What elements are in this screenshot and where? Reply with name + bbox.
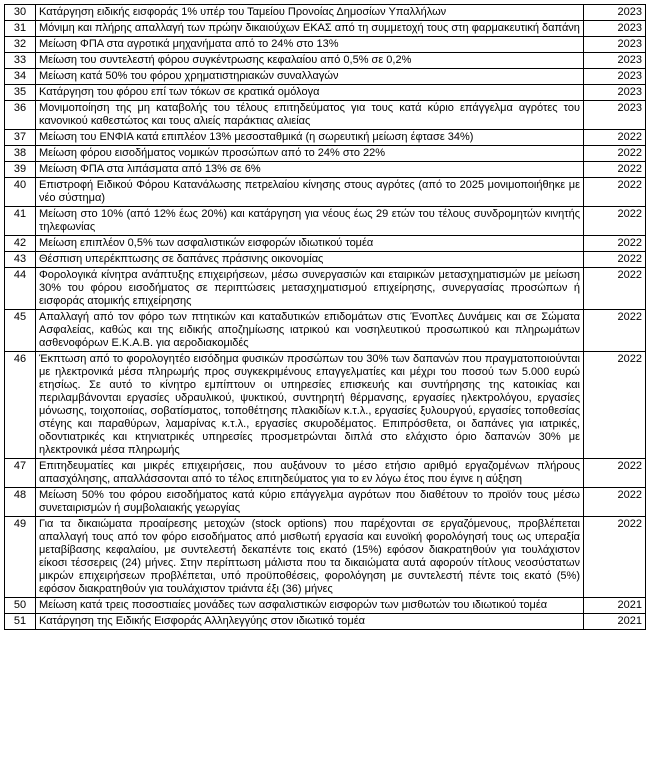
table-row — [5, 517, 646, 598]
row-number: 39 — [5, 162, 36, 178]
table-row — [5, 101, 646, 130]
measure-year: 2023 — [584, 5, 646, 21]
measure-year: 2023 — [584, 21, 646, 37]
measure-description: Θέσπιση υπερέκπτωσης σε δαπάνες πράσινης οικονομίας — [36, 252, 584, 268]
table-row — [5, 598, 646, 614]
table-row — [5, 614, 646, 630]
row-number: 32 — [5, 37, 36, 53]
table-row — [5, 130, 646, 146]
row-number: 44 — [5, 268, 36, 310]
row-number: 34 — [5, 69, 36, 85]
row-number: 33 — [5, 53, 36, 69]
table-row — [5, 488, 646, 517]
measure-description: Μείωση του ΕΝΦΙΑ κατά επιπλέον 13% μεσοσταθμικά (η σωρευτική μείωση έφτασε 34%) — [36, 130, 584, 146]
measure-year: 2022 — [584, 488, 646, 517]
table-row — [5, 352, 646, 459]
measure-year: 2021 — [584, 598, 646, 614]
measure-year: 2023 — [584, 101, 646, 130]
measure-year: 2023 — [584, 85, 646, 101]
measure-description: Έκπτωση από το φορολογητέο εισόδημα φυσικών προσώπων του 30% των δαπανών που πραγματοποιούνται με ηλεκτρονικά μέσα πληρωμής προς συγκεκριμένους επαγγελματίες και μέχρι του ποσού των 5.000 ευρώ ετησίως. Σε αυτό το κίνητρο εμπίπτουν οι υπηρεσίες επισκευής και συντήρησης της κατοικίας και περιλαμβάνονται εργασίες υδραυλικού, ψυκτικού, συντηρητή θέρμανσης, εργασίες ηλεκτρολόγου, εργασίες μόνωσης, τοιχοποιίας, σοβατίσματος, τοποθέτησης πλακιδίων κ.τ.λ., εργασίες ξυλουργού, εργασίες τοποθεσίας στέγης και παραθύρων, λαμαρίνας κ.τ.λ., εργασίες σκυροδέματος. Επιπρόσθετα, οι δαπάνες για ιατρικές, οδοντιατρικές και κτηνιατρικές υπηρεσίες προσμετρώνται διπλά στο ελάχιστο όριο δαπανών 30% με ηλεκτρονικά μέσα πληρωμής — [36, 352, 584, 459]
row-number: 46 — [5, 352, 36, 459]
row-number: 42 — [5, 236, 36, 252]
measure-year: 2022 — [584, 252, 646, 268]
measure-description: Φορολογικά κίνητρα ανάπτυξης επιχειρήσεων, μέσω συνεργασιών και εταιρικών μετασχηματισμών με μείωση 30% του φόρου εισοδήματος σε περιπτώσεις μετασχηματισμού επιχείρησης, συνεργασίας προσώπων ή εισφοράς ατομικής επιχείρησης — [36, 268, 584, 310]
row-number: 51 — [5, 614, 36, 630]
row-number: 41 — [5, 207, 36, 236]
measure-year: 2023 — [584, 69, 646, 85]
table-row — [5, 5, 646, 21]
measure-description: Μείωση στο 10% (από 12% έως 20%) και κατάργηση για νέους έως 29 ετών του τέλους συνδρομητών κινητής τηλεφωνίας — [36, 207, 584, 236]
measure-description: Μείωση επιπλέον 0,5% των ασφαλιστικών εισφορών ιδιωτικού τομέα — [36, 236, 584, 252]
measure-year: 2022 — [584, 268, 646, 310]
row-number: 45 — [5, 310, 36, 352]
row-number: 49 — [5, 517, 36, 598]
table-row — [5, 207, 646, 236]
row-number: 31 — [5, 21, 36, 37]
measure-year: 2022 — [584, 517, 646, 598]
measure-year: 2022 — [584, 146, 646, 162]
measure-year: 2021 — [584, 614, 646, 630]
table-row — [5, 85, 646, 101]
measure-description: Μόνιμη και πλήρης απαλλαγή των πρώην δικαιούχων ΕΚΑΣ από τη συμμετοχή τους στη φαρμακευτική δαπάνη — [36, 21, 584, 37]
table-row — [5, 162, 646, 178]
measure-description: Μείωση ΦΠΑ στα αγροτικά μηχανήματα από το 24% στο 13% — [36, 37, 584, 53]
measure-description: Μείωση του συντελεστή φόρου συγκέντρωσης κεφαλαίου από 0,5% σε 0,2% — [36, 53, 584, 69]
measure-year: 2022 — [584, 162, 646, 178]
row-number: 47 — [5, 459, 36, 488]
measure-description: Μείωση ΦΠΑ στα λιπάσματα από 13% σε 6% — [36, 162, 584, 178]
measure-description: Μείωση κατά 50% του φόρου χρηματιστηριακών συναλλαγών — [36, 69, 584, 85]
measure-description: Μείωση φόρου εισοδήματος νομικών προσώπων από το 24% στο 22% — [36, 146, 584, 162]
table-row — [5, 459, 646, 488]
measure-description: Μείωση κατά τρεις ποσοστιαίες μονάδες των ασφαλιστικών εισφορών των μισθωτών του ιδιωτικού τομέα — [36, 598, 584, 614]
row-number: 40 — [5, 178, 36, 207]
measure-description: Κατάργηση του φόρου επί των τόκων σε κρατικά ομόλογα — [36, 85, 584, 101]
measure-description: Για τα δικαιώματα προαίρεσης μετοχών (stock options) που παρέχονται σε εργαζόμενους, προβλέπεται απαλλαγή τους από τον φόρο εισοδήματος από μισθωτή εργασία και ευνοϊκή φορολόγησή τους ως υπεραξία μεταβίβασης κεφαλαίου, με συντελεστή δεκαπέντε τοις εκατό (15%) εφόσον διακρατηθούν για τουλάχιστον είκοσι τέσσερεις (24) μήνες. Στην περίπτωση μάλιστα που τα δικαιώματα αυτά αφορούν τίτλους νεοσύστατων μικρών επιχειρήσεων προβλέπεται, υπό προϋποθέσεις, φορολόγηση με συντελεστή πέντε τοις εκατό (5%) εφόσον διακρατηθούν για τουλάχιστον τριάντα έξι (36) μήνες — [36, 517, 584, 598]
table-row — [5, 69, 646, 85]
measure-description: Απαλλαγή από τον φόρο των πτητικών και καταδυτικών επιδομάτων στις Ένοπλες Δυνάμεις και σε Σώματα Ασφαλείας, καθώς και της ειδικής αποζημίωσης ιατρικού και νοσηλευτικού προσωπικού και πληρωμάτων ασθενοφόρων Ε.Κ.Α.Β. για αεροδιακομιδές — [36, 310, 584, 352]
measure-year: 2022 — [584, 459, 646, 488]
row-number: 35 — [5, 85, 36, 101]
measures-table — [4, 4, 646, 630]
row-number: 30 — [5, 5, 36, 21]
measure-description: Επιτηδευματίες και μικρές επιχειρήσεις, που αυξάνουν το μέσο ετήσιο αριθμό εργαζομένων πλήρους απασχόλησης, απαλλάσσονται από το τέλος επιτηδεύματος για το εν λόγω έτος που έγινε η αύξηση — [36, 459, 584, 488]
table-row — [5, 268, 646, 310]
table-row — [5, 37, 646, 53]
measure-description: Μείωση 50% του φόρου εισοδήματος κατά κύριο επάγγελμα αγρότων που διαθέτουν το προϊόν τους μέσω συνεταιρισμών ή συμβολαιακής γεωργίας — [36, 488, 584, 517]
measure-description: Κατάργηση ειδικής εισφοράς 1% υπέρ του Ταμείου Προνοίας Δημοσίων Υπαλλήλων — [36, 5, 584, 21]
row-number: 48 — [5, 488, 36, 517]
measure-year: 2023 — [584, 53, 646, 69]
measure-year: 2022 — [584, 178, 646, 207]
measures-table-body — [5, 5, 646, 630]
table-row — [5, 53, 646, 69]
measure-year: 2022 — [584, 130, 646, 146]
table-row — [5, 146, 646, 162]
measure-year: 2022 — [584, 207, 646, 236]
measure-year: 2022 — [584, 352, 646, 459]
row-number: 43 — [5, 252, 36, 268]
table-row — [5, 310, 646, 352]
table-row — [5, 252, 646, 268]
table-row — [5, 21, 646, 37]
measure-year: 2023 — [584, 37, 646, 53]
measure-description: Μονιμοποίηση της μη καταβολής του τέλους επιτηδεύματος για τους κατά κύριο επάγγελμα αγρότες του κανονικού καθεστώτος και τους αλιείς παράκτιας αλιείας — [36, 101, 584, 130]
row-number: 37 — [5, 130, 36, 146]
measure-year: 2022 — [584, 236, 646, 252]
measure-year: 2022 — [584, 310, 646, 352]
row-number: 36 — [5, 101, 36, 130]
measure-description: Κατάργηση της Ειδικής Εισφοράς Αλληλεγγύης στον ιδιωτικό τομέα — [36, 614, 584, 630]
table-row — [5, 178, 646, 207]
table-row — [5, 236, 646, 252]
row-number: 38 — [5, 146, 36, 162]
measure-description: Επιστροφή Ειδικού Φόρου Κατανάλωσης πετρελαίου κίνησης στους αγρότες (από το 2025 μονιμοποιήθηκε με νέο σύστημα) — [36, 178, 584, 207]
row-number: 50 — [5, 598, 36, 614]
